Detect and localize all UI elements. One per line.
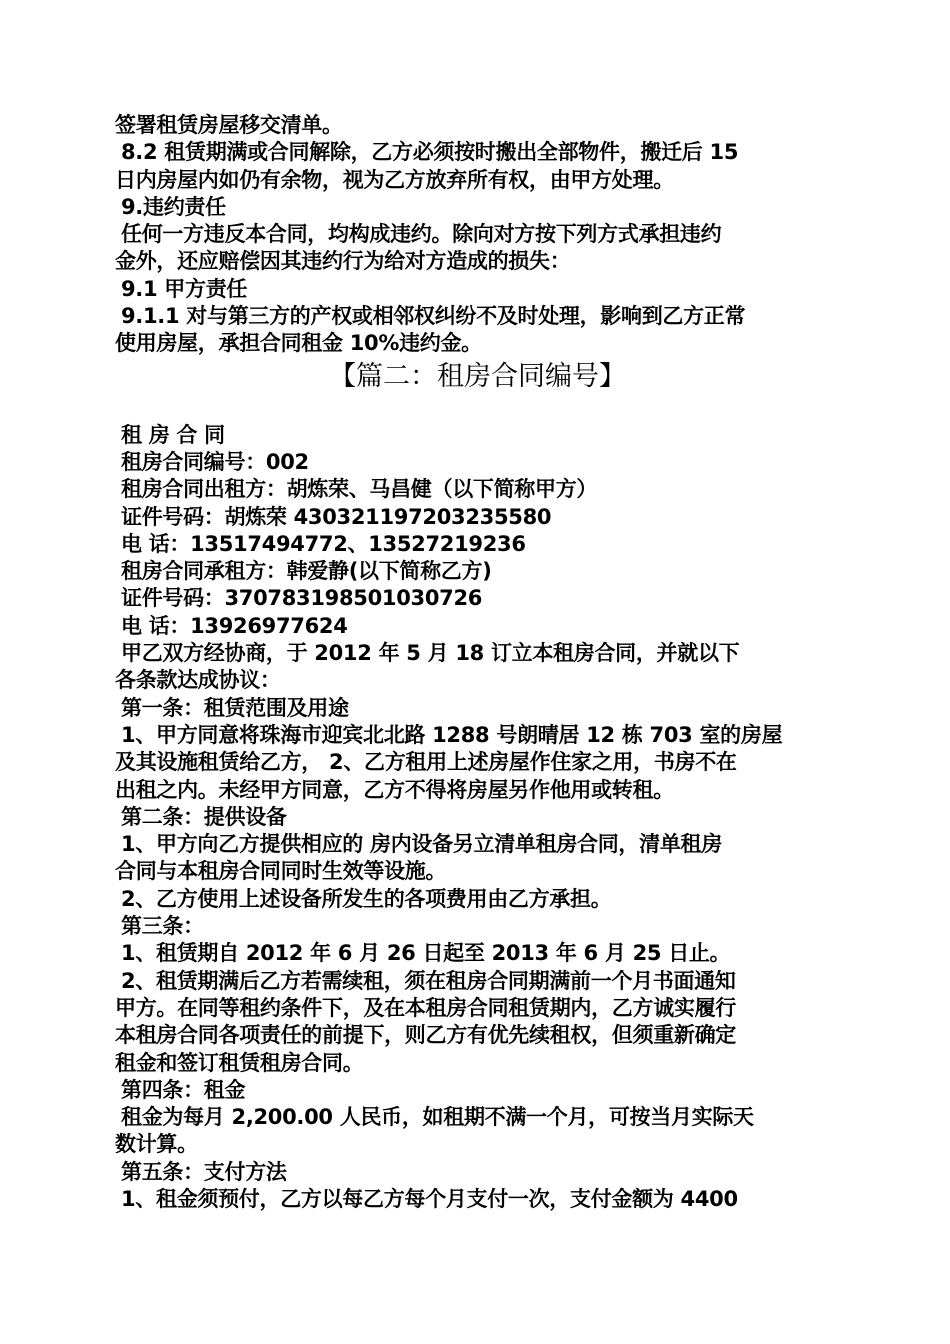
text-line: 出租之内。未经甲方同意，乙方不得将房屋另作他用或转租。 — [115, 777, 674, 802]
text-line: 任何一方违反本合同，均构成违约。除向对方按下列方式承担违约 — [121, 222, 722, 247]
document-body — [115, 112, 840, 1213]
text-line: 第四条：租金 — [121, 1077, 246, 1102]
section-title: 【篇二：租房合同编号】 — [329, 360, 626, 392]
text-line: 9.1.1 对与第三方的产权或相邻权纠纷不及时处理，影响到乙方正常 — [121, 304, 746, 329]
text-line: 电 话：13517494772、13527219236 — [121, 531, 526, 556]
text-line: 本租房合同各项责任的前提下，则乙方有优先续租权，但须重新确定 — [115, 1023, 736, 1048]
contract-clauses-continued — [115, 112, 840, 358]
rental-contract-body — [115, 422, 840, 1214]
text-line: 使用房屋，承担合同租金 10%违约金。 — [115, 331, 482, 356]
text-line: 2、乙方使用上述设备所发生的各项费用由乙方承担。 — [121, 886, 612, 911]
text-line: 各条款达成协议： — [115, 668, 281, 693]
text-line: 租金和签订租赁租房合同。 — [115, 1050, 364, 1075]
text-line: 2、租赁期满后乙方若需续租，须在租房合同期满前一个月书面通知 — [121, 968, 736, 993]
text-line: 第一条：租赁范围及用途 — [121, 695, 349, 720]
text-line: 电 话：13926977624 — [121, 613, 348, 638]
text-line: 甲方。在同等租约条件下，及在本租房合同租赁期内，乙方诚实履行 — [115, 995, 736, 1020]
text-line: 第三条： — [121, 914, 204, 939]
text-line: 租房合同承租方：韩爱静(以下简称乙方) — [121, 559, 492, 584]
text-line: 1、甲方向乙方提供相应的 房内设备另立清单租房合同，清单租房 — [121, 832, 722, 857]
text-line: 及其设施租赁给乙方， 2、乙方租用上述房屋作住家之用，书房不在 — [115, 750, 737, 775]
text-line: 租金为每月 2,200.00 人民币，如租期不满一个月，可按当月实际天 — [121, 1105, 754, 1130]
text-line: 8.2 租赁期满或合同解除，乙方必须按时搬出全部物件，搬迁后 15 — [121, 140, 739, 165]
text-line: 合同与本租房合同同时生效等设施。 — [115, 859, 447, 884]
text-line: 1、租赁期自 2012 年 6 月 26 日起至 2013 年 6 月 25 日止。 — [121, 941, 731, 966]
text-line: 甲乙双方经协商，于 2012 年 5 月 18 订立本租房合同，并就以下 — [121, 641, 740, 666]
text-line: 9.违约责任 — [121, 194, 226, 219]
text-line: 租房合同出租方：胡炼荣、马昌健（以下简称甲方） — [121, 477, 598, 502]
text-line: 证件号码：370783198501030726 — [121, 586, 483, 611]
text-line: 第二条：提供设备 — [121, 804, 287, 829]
text-line: 租 房 合 同 — [121, 422, 225, 447]
text-line: 第五条：支付方法 — [121, 1159, 287, 1184]
text-line: 1、租金须预付，乙方以每乙方每个月支付一次，支付金额为 4400 — [121, 1186, 738, 1211]
text-line: 证件号码：胡炼荣 430321197203235580 — [121, 504, 552, 529]
text-line: 日内房屋内如仍有余物，视为乙方放弃所有权，由甲方处理。 — [115, 167, 674, 192]
text-line: 数计算。 — [115, 1132, 198, 1157]
text-line: 租房合同编号：002 — [121, 449, 309, 474]
text-line: 签署租赁房屋移交清单。 — [115, 113, 343, 137]
text-line: 1、甲方同意将珠海市迎宾北北路 1288 号朗晴居 12 栋 703 室的房屋 — [121, 722, 783, 747]
text-line: 金外，还应赔偿因其违约行为给对方造成的损失： — [115, 249, 571, 274]
text-line: 9.1 甲方责任 — [121, 276, 248, 301]
